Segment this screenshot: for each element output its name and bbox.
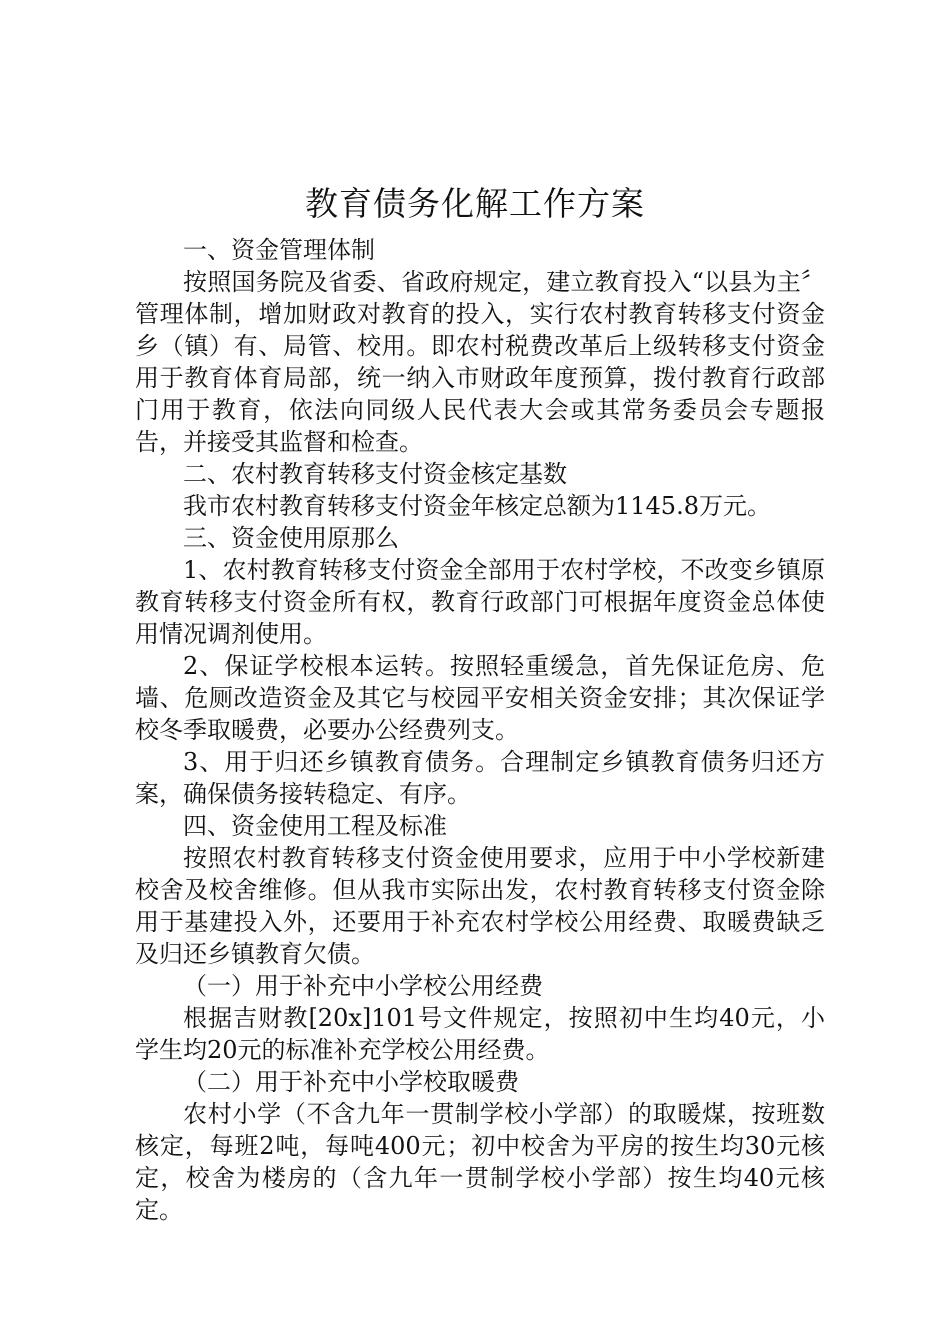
section-heading-3: 三、资金使用原那么: [183, 524, 399, 552]
section-heading-4: 四、资金使用工程及标准: [183, 812, 447, 840]
subsection-heading-1: （一）用于补充中小学校公用经费: [183, 972, 543, 1000]
paragraph-heating-costs: 农村小学（不含九年一贯制学校小学部）的取暖煤，按班数核定，每班2吨，每吨400元；初中校舍为平房的按生均30元核定，校舍为楼房的（含九年一贯制学校小学部）按生均40元核定。: [135, 1100, 825, 1224]
section-heading-1: 一、资金管理体制: [183, 236, 375, 264]
paragraph-principle-2: 2、保证学校根本运转。按照轻重缓急，首先保证危房、危墙、危厕改造资金及其它与校园平安相关资金安排；其次保证学校冬季取暖费，必要办公经费列支。: [135, 652, 825, 744]
document-title: 教育债务化解工作方案: [305, 184, 645, 223]
paragraph-funding-system: 按照国务院及省委、省政府规定，建立教育投入“以县为主〞管理体制，增加财政对教育的投入，实行农村教育转移支付资金乡（镇）有、局管、校用。即农村税费改革后上级转移支付资金用于教育体育局部，统一纳入市财政年度预算，拨付教育行政部门用于教育，依法向同级人民代表大会或其常务委员会专题报告，并接受其监督和检查。: [135, 268, 825, 456]
subsection-heading-2: （二）用于补充中小学校取暖费: [183, 1068, 519, 1096]
paragraph-public-funds: 根据吉财教[20x]101号文件规定，按照初中生均40元，小学生均20元的标准补充学校公用经费。: [135, 1004, 825, 1064]
paragraph-usage-requirements: 按照农村教育转移支付资金使用要求，应用于中小学校新建校舍及校舍维修。但从我市实际出发，农村教育转移支付资金除用于基建投入外，还要用于补充农村学校公用经费、取暖费缺乏及归还乡镇教育欠债。: [135, 844, 825, 968]
paragraph-base-amount: 我市农村教育转移支付资金年核定总额为1145.8万元。: [183, 492, 771, 520]
document-body: [135, 234, 825, 1226]
paragraph-principle-3: 3、用于归还乡镇教育债务。合理制定乡镇教育债务归还方案，确保债务接转稳定、有序。: [135, 748, 825, 808]
paragraph-principle-1: 1、农村教育转移支付资金全部用于农村学校，不改变乡镇原教育转移支付资金所有权，教育行政部门可根据年度资金总体使用情况调剂使用。: [135, 556, 825, 648]
section-heading-2: 二、农村教育转移支付资金核定基数: [183, 460, 567, 488]
